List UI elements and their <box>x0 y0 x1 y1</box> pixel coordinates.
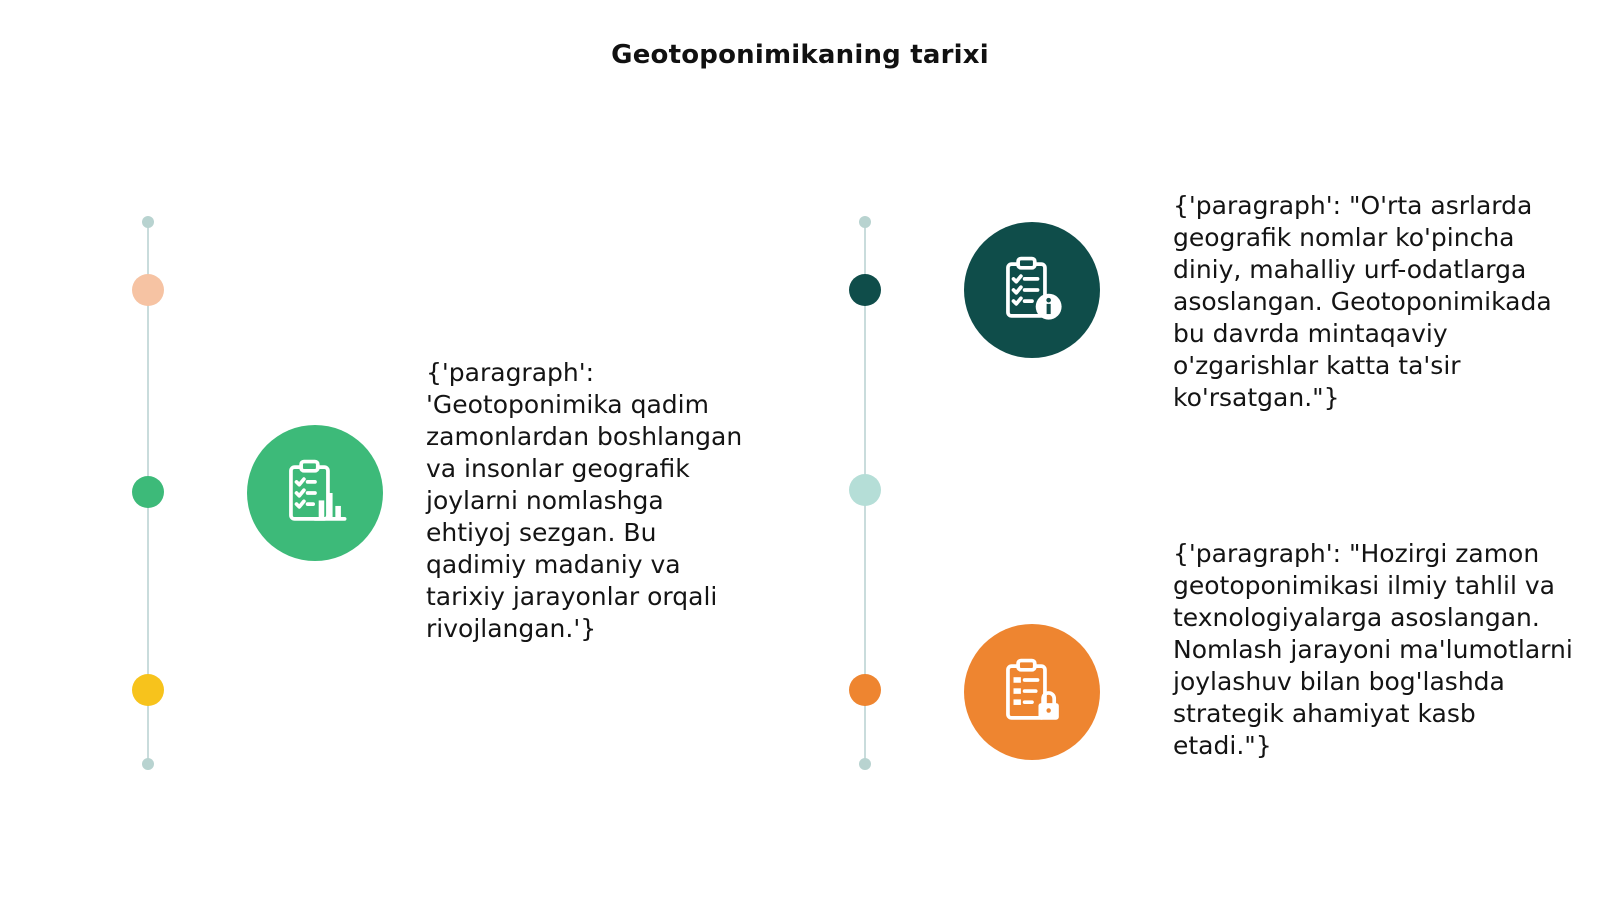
right-timeline-start-dot <box>859 216 871 228</box>
right-timeline-orange-dot <box>849 674 881 706</box>
left-timeline-green-dot <box>132 476 164 508</box>
clipboard-info-icon <box>964 222 1100 358</box>
timeline-text-2: {'paragraph': "O'rta asrlarda geografik nomlar ko'pincha diniy, mahalliy urf-odatlarga asoslangan. Geotoponimikada bu davrda mintaqaviy o'zgarishlar katta ta'sir ko'rsatgan."} <box>1173 191 1552 412</box>
left-timeline-peach-dot <box>132 274 164 306</box>
left-timeline-yellow-dot <box>132 674 164 706</box>
page-title: Geotoponimikaning tarixi <box>611 40 989 70</box>
left-timeline-start-dot <box>142 216 154 228</box>
timeline-text-3: {'paragraph': "Hozirgi zamon geotoponimikasi ilmiy tahlil va texnologiyalarga asoslangan. Nomlash jarayoni ma'lumotlarni joylashuv bilan bog'lashda strategik ahamiyat kasb etadi."} <box>1173 539 1573 760</box>
left-timeline-end-dot <box>142 758 154 770</box>
right-timeline-mint-dot <box>849 474 881 506</box>
clipboard-chart-icon <box>247 425 383 561</box>
clipboard-lock-icon <box>964 624 1100 760</box>
right-timeline-end-dot <box>859 758 871 770</box>
timeline-text-1: {'paragraph': 'Geotoponimika qadim zamonlardan boshlangan va insonlar geografik joylarni nomlashga ehtiyoj sezgan. Bu qadimiy madaniy va tarixiy jarayonlar orqali rivojlangan.'} <box>426 358 743 643</box>
right-timeline-dark-dot <box>849 274 881 306</box>
